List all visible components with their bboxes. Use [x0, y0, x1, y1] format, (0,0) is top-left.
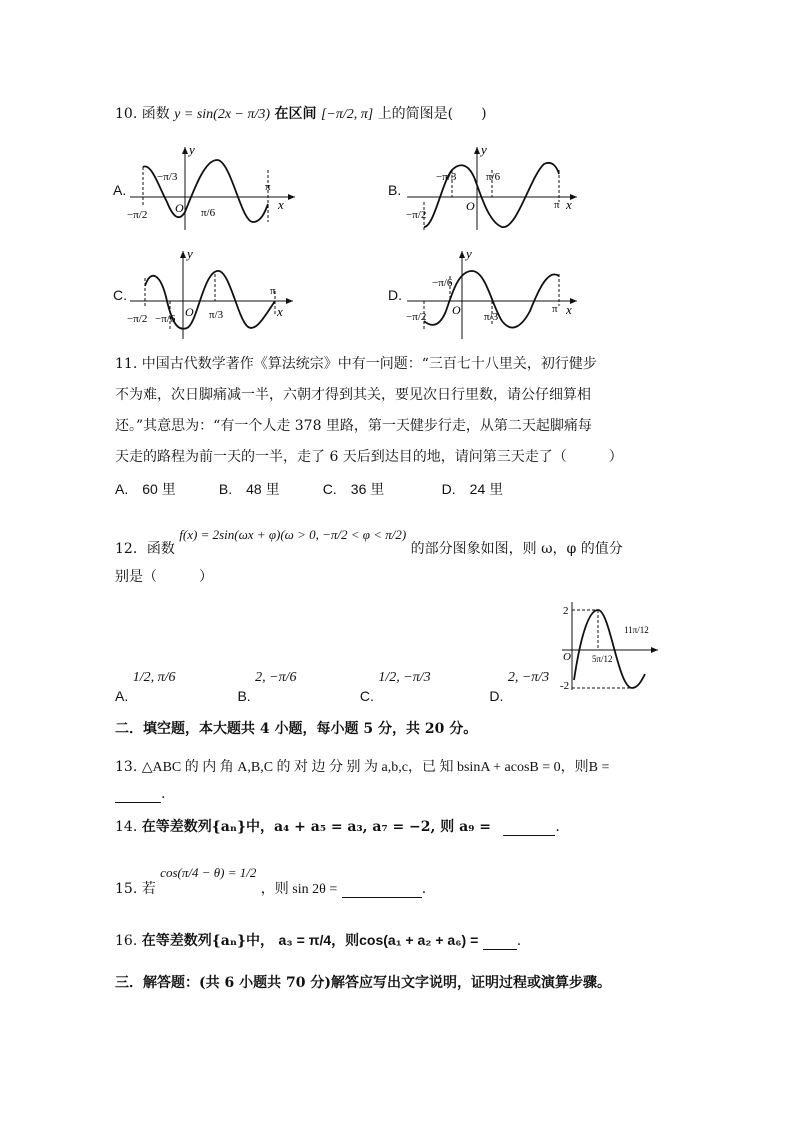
- q12-option-a-value: 1/2, π/6: [132, 670, 176, 685]
- q12-option-d-value: 2, −π/3: [507, 670, 550, 685]
- q11-line-3: 还。”其意思为：“有一个人走 378 里路，第一天健步行走，从第二天起脚痛每: [115, 418, 592, 434]
- q12-option-d[interactable]: [489, 668, 550, 704]
- q10a-x-label: x: [278, 197, 284, 212]
- q12-function: f(x) = 2sin(ωx + φ)(ω > 0, −π/2 < φ < π/2): [179, 527, 407, 542]
- q10-graph-d: [402, 246, 587, 341]
- q12-graph: [560, 600, 660, 692]
- section-3-heading: 三．解答题：(共 6 小题共 70 分)解答应写出文字说明，证明过程或演算步骤。: [115, 975, 611, 991]
- q15-line: 15. 若 cos(π/4 − θ) = 1/2 ，则 sin 2θ = .: [115, 865, 427, 897]
- q12-option-d-label: D.: [489, 688, 504, 704]
- q12-option-a-label: A.: [115, 688, 129, 704]
- q10c-x-label: x: [277, 304, 283, 319]
- q10b-tick-3: −π/2: [406, 209, 427, 221]
- q11-line-1: [115, 353, 597, 373]
- q10-mid: 在区间: [274, 106, 317, 122]
- q10a-tick-2: −π/2: [127, 209, 148, 221]
- q16-number: 16.: [115, 933, 138, 949]
- q10-option-d-label[interactable]: D.: [388, 287, 402, 303]
- q10-graph-a: [125, 142, 300, 232]
- q10-stem: [115, 103, 487, 123]
- q10a-y-label: y: [189, 142, 195, 157]
- q12-line-1: [115, 527, 623, 558]
- q10c-y-label: y: [187, 246, 193, 261]
- q12-graph-origin: O: [563, 651, 571, 663]
- q10b-x-label: x: [566, 197, 572, 212]
- q10a-tick-3: π/6: [201, 207, 216, 219]
- q12-number: 12．函数: [115, 541, 175, 557]
- q15-number: 15.: [115, 881, 138, 897]
- q12-option-c-value: 1/2, −π/3: [378, 670, 431, 685]
- q10b-origin: O: [466, 199, 475, 213]
- q12-option-b-value: 2, −π/6: [255, 670, 297, 685]
- q16-answer-blank[interactable]: [483, 933, 517, 950]
- q14-number: 14.: [115, 819, 138, 835]
- q12-graph-label-11pi: 11π/12: [624, 625, 649, 635]
- q10-option-c-label[interactable]: C.: [113, 287, 127, 303]
- q14-answer-blank[interactable]: [503, 819, 555, 836]
- q12-option-b[interactable]: [237, 668, 355, 704]
- q10d-tick-3: π/3: [484, 311, 499, 323]
- q16-expression: a₃ = π/4，则cos(a₁ + a₂ + a₆) =: [278, 932, 479, 948]
- q10d-tick-4: π: [552, 303, 558, 315]
- q15-expression: cos(π/4 − θ) = 1/2: [160, 865, 257, 880]
- q11-text-1: 中国古代数学著作《算法统宗》中有一问题：“三百七十八里关，初行健步: [141, 356, 597, 372]
- q10a-tick-1: −π/3: [157, 171, 178, 183]
- q12-tail: 的部分图象如图，则 ω，φ 的值分: [410, 541, 623, 557]
- q10-option-a-label[interactable]: A.: [113, 182, 127, 198]
- q11-option-c[interactable]: C. 36 里: [322, 481, 385, 497]
- q11-options: [115, 479, 503, 499]
- q10-number: 10.: [115, 106, 138, 122]
- q12-option-a[interactable]: [115, 668, 233, 704]
- q10b-tick-4: π: [554, 199, 560, 211]
- q10b-tick-1: −π/3: [436, 171, 457, 183]
- q11-option-d[interactable]: D. 24 里: [441, 481, 504, 497]
- q11-option-b[interactable]: B. 48 里: [218, 481, 280, 497]
- q10b-tick-2: π/6: [486, 171, 501, 183]
- q10c-origin: O: [185, 305, 194, 319]
- q10d-x-label: x: [566, 302, 572, 317]
- q12-option-b-label: B.: [237, 688, 251, 704]
- q11-line-2: 不为难，次日脚痛减一半，六朝才得到其关，要见次日行里数，请公仔细算相: [115, 387, 591, 403]
- q15-tail: ，则 sin 2θ =: [260, 882, 338, 897]
- q10-option-b-label[interactable]: B.: [388, 182, 402, 198]
- q12-option-c-label: C.: [359, 688, 374, 704]
- q16-text: 在等差数列{aₙ}中，: [141, 933, 275, 949]
- q12-line-2: 别是（ ）: [115, 569, 213, 585]
- q10c-tick-4: π: [270, 285, 276, 297]
- q13-number: 13.: [115, 759, 138, 775]
- q13-line: [115, 756, 609, 776]
- section-2-heading: 二．填空题，本大题共 4 小题，每小题 5 分，共 20 分。: [115, 721, 478, 737]
- q14-text: 在等差数列{aₙ}中，a₄ + a₅ = a₃, a₇ = −2, 则 a₉ =: [141, 819, 491, 835]
- q10c-tick-2: −π/6: [155, 313, 176, 325]
- q11-number: 11.: [115, 356, 138, 372]
- q13-answer-blank[interactable]: .: [115, 786, 165, 803]
- q10-function: y = sin(2x − π/3): [174, 107, 271, 122]
- q10c-tick-3: π/3: [209, 309, 224, 321]
- q11-option-a[interactable]: A. 60 里: [115, 481, 176, 497]
- q10-interval: [−π/2, π]: [320, 107, 374, 122]
- q10d-y-label: y: [466, 246, 472, 261]
- q10d-origin: O: [452, 303, 461, 317]
- q10b-y-label: y: [481, 142, 487, 157]
- q11-line-4: 天走的路程为前一天的一半，走了 6 天后到达目的地，请问第三天走了（ ）: [115, 449, 623, 465]
- q12-graph-label-max: 2: [563, 605, 569, 617]
- q10-graph-b: [402, 142, 587, 232]
- q12-graph-label-min: -2: [560, 680, 570, 692]
- q10-tail: 上的简图是( ): [377, 106, 487, 122]
- q12-options: [115, 668, 550, 704]
- q10a-tick-4: π: [265, 181, 271, 193]
- q10a-origin: O: [175, 201, 184, 215]
- q13-text: △ABC 的 内 角 A,B,C 的 对 边 分 别 为 a,b,c，已 知 bsinA + acosB = 0，则B =: [141, 760, 610, 775]
- q14-line: 14. 在等差数列{aₙ}中，a₄ + a₅ = a₃, a₇ = −2, 则 a₉ = .: [115, 819, 560, 835]
- q10c-tick-1: −π/2: [127, 313, 148, 325]
- q12-option-c[interactable]: [359, 668, 485, 704]
- q12-graph-label-5pi: 5π/12: [592, 654, 613, 664]
- q15-answer-blank[interactable]: [342, 881, 422, 898]
- q15-pre: 若: [141, 881, 156, 897]
- q16-line: 16. 在等差数列{aₙ}中， a₃ = π/4，则cos(a₁ + a₂ + a₆) = .: [115, 932, 522, 949]
- q10d-tick-1: −π/6: [432, 277, 453, 289]
- q10d-tick-2: −π/2: [406, 311, 427, 323]
- q10-lead: 函数: [141, 106, 170, 122]
- q10-graph-c: [125, 246, 300, 341]
